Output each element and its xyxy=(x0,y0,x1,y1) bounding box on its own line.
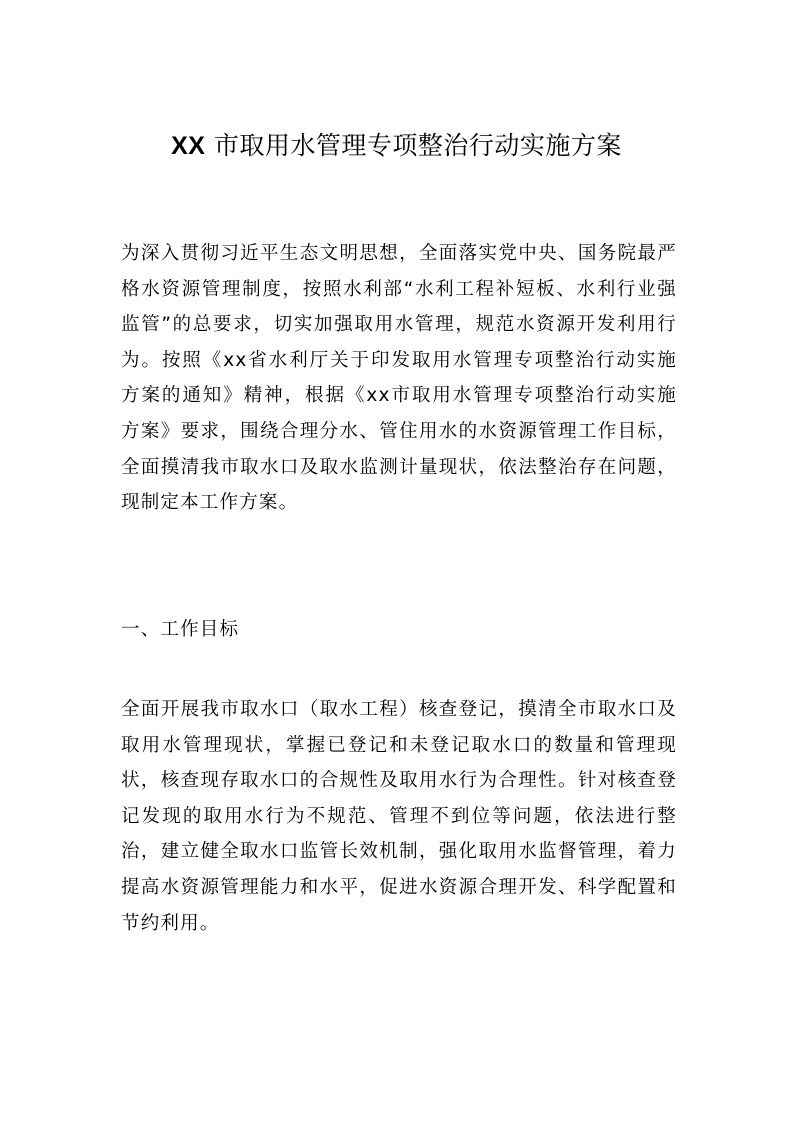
section-heading-work-goals: 一、工作目标 xyxy=(121,619,240,640)
section-body-work-goals: 全面开展我市取水口（取水工程）核查登记，摸清全市取水口及取用水管理现状，掌握已登记和未登记取水口的数量和管理现状，核查现存取水口的合规性及取用水行为合理性。针对核查登记发现的取用水行为不规范、管理不到位等问题，依法进行整治，建立健全取水口监管长效机制，强化取用水监督管理，着力提高水资源管理能力和水平，促进水资源合理开发、科学配置和节约利用。 xyxy=(121,699,677,934)
intro-paragraph: 为深入贯彻习近平生态文明思想，全面落实党中央、国务院最严格水资源管理制度，按照水利部“水利工程补短板、水利行业强监管”的总要求，切实加强取用水管理，规范水资源开发利用行为。按照《xx省水利厅关于印发取用水管理专项整治行动实施方案的通知》精神，根据《xx市取用水管理专项整治行动实施方案》要求，围绕合理分水、管住用水的水资源管理工作目标，全面摸清我市取水口及取水监测计量现状，依法整治存在问题，现制定本工作方案。 xyxy=(121,243,677,514)
document-title-prefix: XX xyxy=(171,132,206,160)
document-title xyxy=(0,126,793,166)
document-title-main: 市取用水管理专项整治行动实施方案 xyxy=(205,131,622,160)
